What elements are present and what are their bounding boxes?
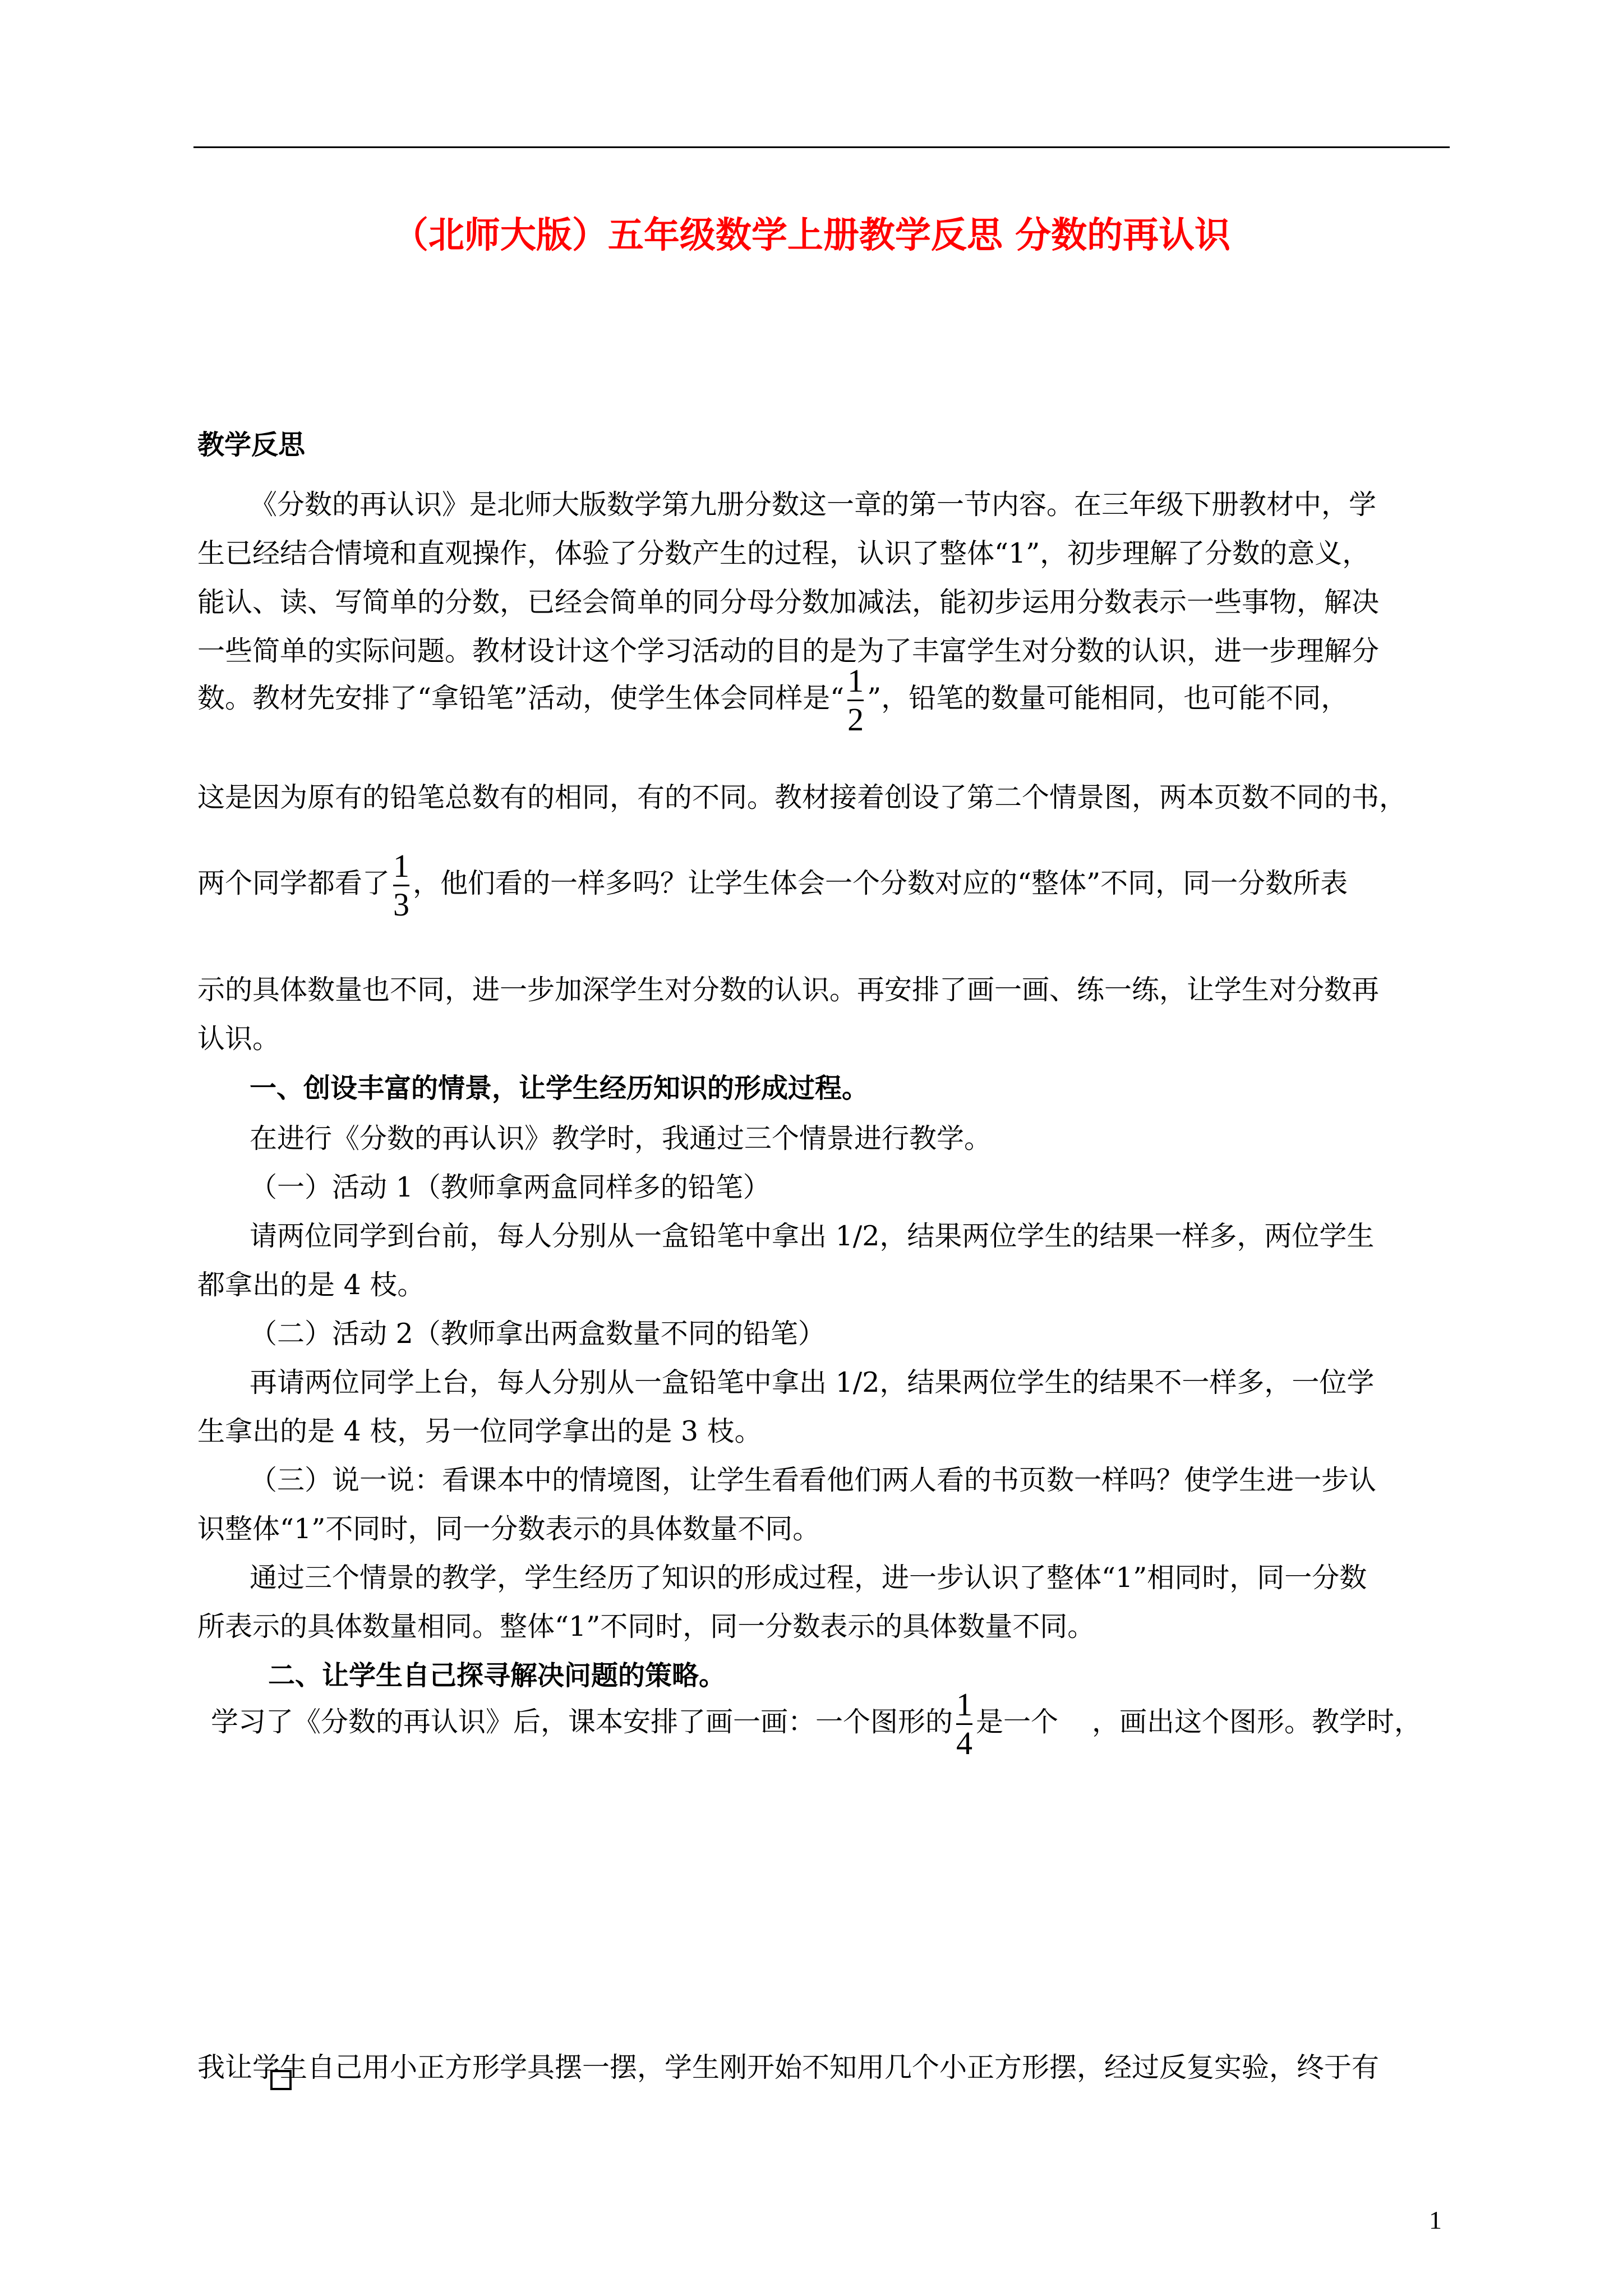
p1-line-2: 生已经结合情境和直观操作，体验了分数产生的过程，认识了整体“1”，初步理解了分数的意义， <box>197 537 1370 569</box>
document-title: （北师大版）五年级数学上册教学反思 分数的再认识 <box>392 215 1231 256</box>
p1-line-7-end: ，他们看的一样多吗？让学生体会一个分数对应的“整体”不同，同一分数所表 <box>413 867 1348 899</box>
activity-1-line-2: 都拿出的是 4 枝。 <box>197 1269 425 1301</box>
intro-line: 在进行《分数的再认识》教学时，我通过三个情景进行教学。 <box>250 1122 992 1154</box>
activity-3-line-2: 识整体“1”不同时，同一分数表示的具体数量不同。 <box>197 1513 820 1545</box>
section-heading: 教学反思 <box>197 429 306 461</box>
last-line-1-start: 学习了《分数的再认识》后，课本安排了画一画：一个图形的 <box>211 1706 953 1738</box>
p1-line-7-start: 两个同学都看了 <box>197 867 390 899</box>
fraction-one-third: $\frac{1}{3}$ <box>393 848 410 923</box>
last-line-1-end: ，画出这个图形。教学时， <box>1092 1706 1422 1738</box>
p1-line-9: 认识。 <box>197 1023 280 1055</box>
p1-line-5-end: ”，铅笔的数量可能相同，也可能不同， <box>867 682 1349 714</box>
activity-1-title: （一）活动 1（教师拿两盒同样多的铅笔） <box>250 1171 771 1203</box>
activity-3-line-1: （三）说一说：看课本中的情境图，让学生看看他们两人看的书页数一样吗？使学生进一步认 <box>250 1464 1377 1496</box>
summary-line-1: 通过三个情景的教学，学生经历了知识的形成过程，进一步认识了整体“1”相同时，同一分数 <box>250 1562 1367 1594</box>
p1-line-6: 这是因为原有的铅笔总数有的相同，有的不同。教材接着创设了第二个情景图，两本页数不同的书， <box>197 781 1407 813</box>
p1-line-4: 一些简单的实际问题。教材设计这个学习活动的目的是为了丰富学生对分数的认识，进一步理解分 <box>197 635 1380 667</box>
summary-line-2: 所表示的具体数量相同。整体“1”不同时，同一分数表示的具体数量不同。 <box>197 1611 1095 1642</box>
p1-line-8: 示的具体数量也不同，进一步加深学生对分数的认识。再安排了画一画、练一练，让学生对分数再 <box>197 974 1380 1006</box>
last-line-1 <box>211 1683 1422 1761</box>
last-line-1-mid: 是一个 <box>976 1706 1059 1738</box>
subheading-2: 二、让学生自己探寻解决问题的策略。 <box>268 1660 726 1691</box>
fraction-one-quarter: $\frac{1}{4}$ <box>956 1686 973 1761</box>
activity-2-line-1: 再请两位同学上台，每人分别从一盒铅笔中拿出 1/2，结果两位学生的结果不一样多，一位学 <box>250 1366 1375 1398</box>
p1-line-1: 《分数的再认识》是北师大版数学第九册分数这一章的第一节内容。在三年级下册教材中，学 <box>250 489 1377 521</box>
p1-line-5-start: 数。教材先安排了“拿铅笔”活动，使学生体会同样是“ <box>197 682 845 714</box>
page-number: 1 <box>1429 2206 1442 2234</box>
p1-line-3: 能认、读、写简单的分数，已经会简单的同分母分数加减法，能初步运用分数表示一些事物，解决 <box>197 586 1380 618</box>
p1-line-7 <box>197 844 1348 923</box>
header-rule <box>193 146 1450 148</box>
activity-2-line-2: 生拿出的是 4 枝，另一位同学拿出的是 3 枝。 <box>197 1415 762 1447</box>
square-shape <box>270 2070 292 2090</box>
activity-1-line-1: 请两位同学到台前，每人分别从一盒铅笔中拿出 1/2，结果两位学生的结果一样多，两位学生 <box>250 1220 1375 1252</box>
p1-line-5 <box>197 659 1348 738</box>
activity-2-title: （二）活动 2（教师拿出两盒数量不同的铅笔） <box>250 1318 826 1350</box>
last-line-2: 我让学生自己用小正方形学具摆一摆，学生刚开始不知用几个小正方形摆，经过反复实验，终于有 <box>197 2051 1380 2083</box>
fraction-one-half: $\frac{1}{2}$ <box>847 662 864 738</box>
subheading-1: 一、创设丰富的情景，让学生经历知识的形成过程。 <box>250 1073 869 1104</box>
